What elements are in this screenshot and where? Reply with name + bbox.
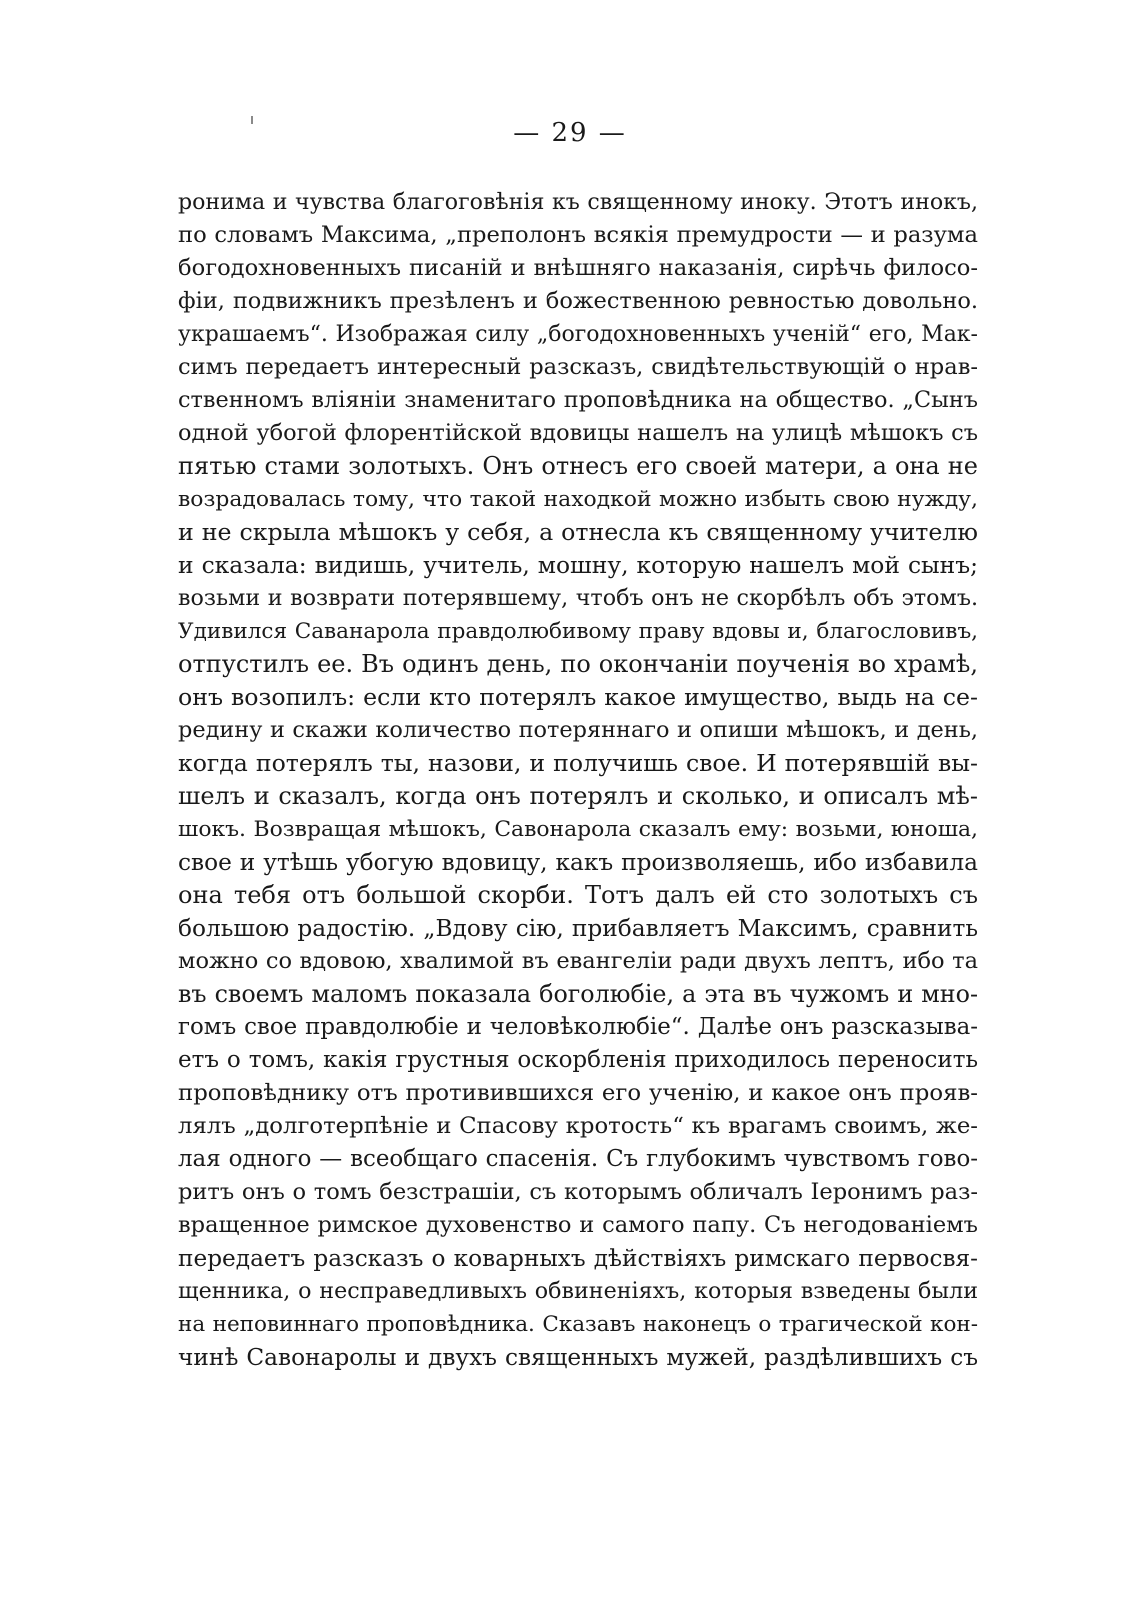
- text-line: и не скрыла мѣшокъ у себя, а отнесла къ священному учителю: [178, 518, 978, 546]
- text-line: проповѣднику отъ противившихся его ученію, и какое онъ прояв-: [178, 1080, 978, 1106]
- text-line: пятью стами золотыхъ. Онъ отнесъ его своей матери, а она не: [178, 452, 978, 480]
- text-line: богодохновенныхъ писаній и внѣшняго наказанія, сирѣчь филосо-: [178, 255, 978, 281]
- text-line: ритъ онъ о томъ безстрашіи, съ которымъ обличалъ Іеронимъ раз-: [178, 1179, 978, 1205]
- text-line: когда потерялъ ты, назови, и получишь свое. И потерявшій вы-: [178, 749, 978, 777]
- text-line: шелъ и сказалъ, когда онъ потерялъ и сколько, и описалъ мѣ-: [178, 782, 978, 810]
- text-line: на неповиннаго проповѣдника. Сказавъ наконецъ о трагической кон-: [178, 1312, 978, 1337]
- text-line: гомъ свое правдолюбіе и человѣколюбіе“. Далѣе онъ разсказыва-: [178, 1014, 978, 1040]
- text-line: украшаемъ“. Изображая силу „богодохновенныхъ ученій“ его, Мак-: [178, 322, 978, 347]
- text-line: симъ передаетъ интересный разсказъ, свидѣтельствующій о нрав-: [178, 354, 978, 380]
- text-line: по словамъ Максима, „преполонъ всякія премудрости — и разума: [178, 222, 978, 248]
- text-line: фіи, подвижникъ презѣленъ и божественною ревностью довольно.: [178, 288, 978, 314]
- text-line: ронима и чувства благоговѣнія къ священному иноку. Этотъ инокъ,: [178, 189, 978, 215]
- text-line: большою радостію. „Вдову сію, прибавляетъ Максимъ, сравнить: [178, 915, 978, 942]
- text-line: передаетъ разсказъ о коварныхъ дѣйствіяхъ римскаго первосвя-: [178, 1245, 978, 1272]
- text-line: лая одного — всеобщаго спасенія. Съ глубокимъ чувствомъ гово-: [178, 1146, 978, 1172]
- text-line: возрадовалась тому, что такой находкой можно избыть свою нужду,: [178, 487, 978, 512]
- text-line: шокъ. Возвращая мѣшокъ, Савонарола сказалъ ему: возьми, юноша,: [178, 817, 978, 842]
- text-line: вращенное римское духовенство и самого папу. Съ негодованіемъ: [178, 1212, 978, 1238]
- body-text: [178, 186, 978, 1374]
- text-line: чинѣ Савонаролы и двухъ священныхъ мужей, раздѣлившихъ съ: [178, 1344, 978, 1371]
- text-line: свое и утѣшь убогую вдовицу, какъ произволяешь, ибо избавила: [178, 849, 978, 876]
- text-line: щенника, о несправедливыхъ обвиненіяхъ, которыя взведены были: [178, 1278, 978, 1304]
- text-line: возьми и возврати потерявшему, чтобъ онъ не скорбѣлъ объ этомъ.: [178, 585, 978, 611]
- text-line: одной убогой флорентійской вдовицы нашелъ на улицѣ мѣшокъ съ: [178, 420, 978, 446]
- text-line: и сказала: видишь, учитель, мошну, которую нашелъ мой сынъ;: [178, 551, 978, 579]
- text-line: ственномъ вліяніи знаменитаго проповѣдника на общество. „Сынъ: [178, 387, 978, 413]
- text-line: онъ возопилъ: если кто потерялъ какое имущество, выдь на се-: [178, 683, 978, 711]
- text-line: она тебя отъ большой скорби. Тотъ далъ ей сто золотыхъ съ: [178, 881, 978, 909]
- text-line: лялъ „долготерпѣніе и Спасову кротость“ къ врагамъ своимъ, же-: [178, 1113, 978, 1139]
- text-line: въ своемъ маломъ показала боголюбіе, а эта въ чужомъ и мно-: [178, 980, 978, 1008]
- text-line: етъ о томъ, какія грустныя оскорбленія приходилось переносить: [178, 1047, 978, 1073]
- text-line: Удивился Саванарола правдолюбивому праву вдовы и, благословивъ,: [178, 619, 978, 644]
- text-line: редину и скажи количество потеряннаго и опиши мѣшокъ, и день,: [178, 717, 978, 743]
- page-number: — 29 —: [513, 118, 627, 148]
- text-line: отпустилъ ее. Въ одинъ день, по окончаніи поученія во храмѣ,: [178, 650, 978, 678]
- text-line: можно со вдовою, хвалимой въ евангеліи ради двухъ лептъ, ибо та: [178, 948, 978, 974]
